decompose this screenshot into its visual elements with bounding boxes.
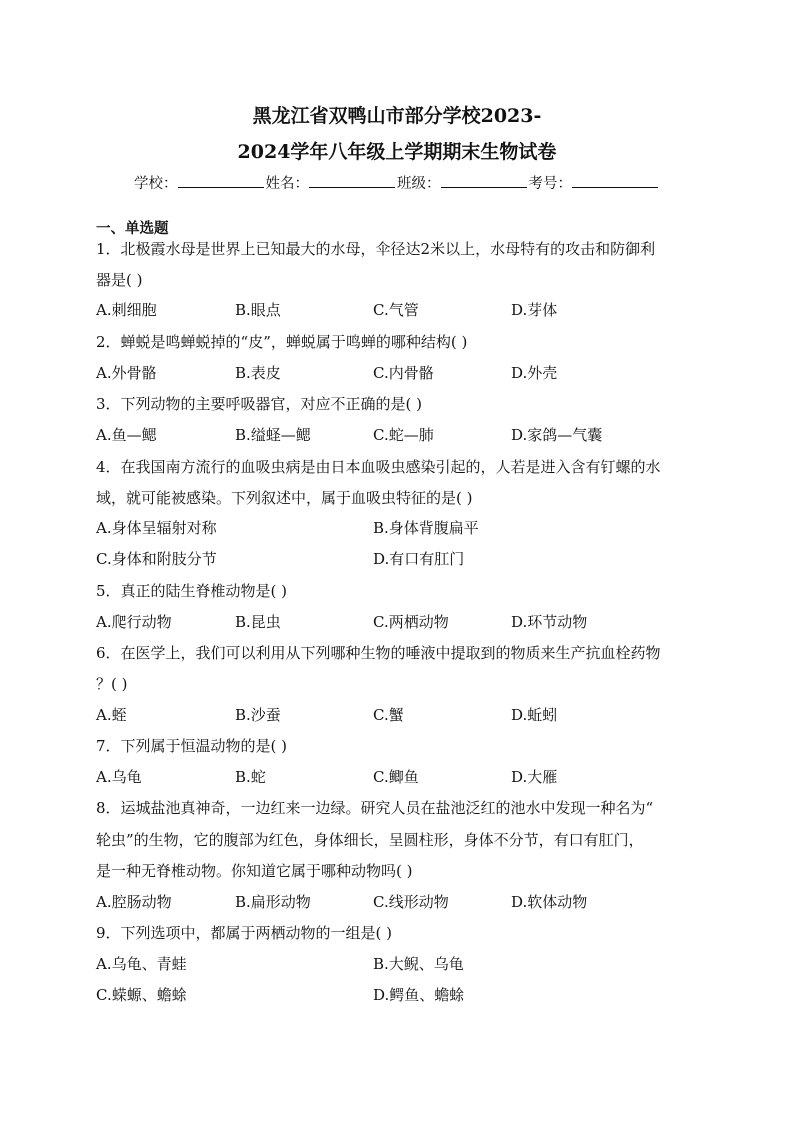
option-d[interactable]: D.芽体 <box>511 301 558 319</box>
option-b[interactable]: B.缢蛏—鳃 <box>235 426 311 444</box>
exam-title-line-2: 2024学年八年级上学期期末生物试卷 <box>237 141 557 163</box>
question-2-options <box>96 360 699 386</box>
question-1-line-1: 1．北极霞水母是世界上已知最大的水母，伞径达2米以上，水母特有的攻击和防御利 <box>96 240 656 258</box>
question-7-options <box>96 764 699 790</box>
question-4-options-row-1 <box>96 515 699 541</box>
question-4-line-1: 4．在我国南方流行的血吸虫病是由日本血吸虫感染引起的，人若是进入含有钉螺的水 <box>96 458 661 476</box>
option-b[interactable]: B.眼点 <box>235 301 281 319</box>
name-blank[interactable] <box>309 172 395 188</box>
option-a[interactable]: A.鱼—鳃 <box>96 426 157 444</box>
option-b[interactable]: B.蛇 <box>235 768 266 786</box>
option-c[interactable]: C.蛇—肺 <box>373 426 434 444</box>
question-5-line-1: 5．真正的陆生脊椎动物是( ) <box>96 582 288 600</box>
question-1-options <box>96 297 699 323</box>
question-8-line-3: 是一种无脊椎动物。你知道它属于哪种动物吗( ) <box>96 862 413 880</box>
exam-number-blank[interactable] <box>572 172 658 188</box>
question-5-options <box>96 609 699 635</box>
option-a[interactable]: A.腔肠动物 <box>96 893 172 911</box>
option-c[interactable]: C.内骨骼 <box>373 364 434 382</box>
option-a[interactable]: A.爬行动物 <box>96 613 172 631</box>
option-b[interactable]: B.扁形动物 <box>235 893 311 911</box>
option-d[interactable]: D.蚯蚓 <box>511 706 558 724</box>
option-a[interactable]: A.身体呈辐射对称 <box>96 519 217 537</box>
option-a[interactable]: A.刺细胞 <box>96 301 157 319</box>
name-label: 姓名： <box>265 176 309 192</box>
option-a[interactable]: A.外骨骼 <box>96 364 157 382</box>
option-a[interactable]: A.乌龟、青蛙 <box>96 955 187 973</box>
question-8-options <box>96 889 699 915</box>
school-blank[interactable] <box>178 172 264 188</box>
student-info-row <box>0 172 794 194</box>
option-b[interactable]: B.昆虫 <box>235 613 281 631</box>
section-title: 一、单选题 <box>96 221 169 237</box>
option-d[interactable]: D.外壳 <box>511 364 558 382</box>
option-c[interactable]: C.气管 <box>373 301 419 319</box>
option-b[interactable]: B.表皮 <box>235 364 281 382</box>
class-label: 班级： <box>397 176 441 192</box>
option-d[interactable]: D.鳄鱼、蟾蜍 <box>373 986 465 1004</box>
option-c[interactable]: C.蝾螈、蟾蜍 <box>96 986 187 1004</box>
option-d[interactable]: D.软体动物 <box>511 893 588 911</box>
question-4-line-2: 域，就可能被感染。下列叙述中，属于血吸虫特征的是( ) <box>96 489 473 507</box>
option-b[interactable]: B.身体背腹扁平 <box>373 519 479 537</box>
option-c[interactable]: C.两栖动物 <box>373 613 449 631</box>
option-c[interactable]: C.蟹 <box>373 706 404 724</box>
question-6-options <box>96 702 699 728</box>
option-d[interactable]: D.家鸽—气囊 <box>511 426 603 444</box>
option-b[interactable]: B.大鲵、乌龟 <box>373 955 464 973</box>
school-label: 学校： <box>134 176 178 192</box>
question-8-line-2: 轮虫”的生物，它的腹部为红色，身体细长，呈圆柱形，身体不分节，有口有肛门， <box>96 831 644 849</box>
question-9-options-row-2 <box>96 982 699 1008</box>
question-3-line-1: 3．下列动物的主要呼吸器官，对应不正确的是( ) <box>96 395 423 413</box>
question-3-options <box>96 422 699 448</box>
option-d[interactable]: D.环节动物 <box>511 613 588 631</box>
option-b[interactable]: B.沙蚕 <box>235 706 281 724</box>
question-7-line-1: 7．下列属于恒温动物的是( ) <box>96 737 288 755</box>
question-9-options-row-1 <box>96 951 699 977</box>
question-1-line-2: 器是( ) <box>96 271 143 289</box>
option-c[interactable]: C.身体和附肢分节 <box>96 550 217 568</box>
class-blank[interactable] <box>441 172 527 188</box>
option-a[interactable]: A.乌龟 <box>96 768 142 786</box>
option-d[interactable]: D.大雁 <box>511 768 558 786</box>
option-a[interactable]: A.蛭 <box>96 706 127 724</box>
option-c[interactable]: C.鲫鱼 <box>373 768 419 786</box>
exam-number-label: 考号： <box>528 176 572 192</box>
option-d[interactable]: D.有口有肛门 <box>373 550 465 568</box>
option-c[interactable]: C.线形动物 <box>373 893 449 911</box>
question-6-line-2: ？( ) <box>96 675 128 693</box>
question-9-line-1: 9．下列选项中，都属于两栖动物的一组是( ) <box>96 924 393 942</box>
question-6-line-1: 6．在医学上，我们可以利用从下列哪种生物的唾液中提取到的物质来生产抗血栓药物 <box>96 644 661 662</box>
question-4-options-row-2 <box>96 546 699 572</box>
exam-title-line-1: 黑龙江省双鸭山市部分学校2023- <box>252 105 542 127</box>
question-8-line-1: 8．运城盐池真神奇，一边红来一边绿。研究人员在盐池泛红的池水中发现一种名为“ <box>96 799 654 817</box>
question-2-line-1: 2．蝉蜕是鸣蝉蜕掉的“皮”，蝉蜕属于鸣蝉的哪种结构( ) <box>96 333 468 351</box>
